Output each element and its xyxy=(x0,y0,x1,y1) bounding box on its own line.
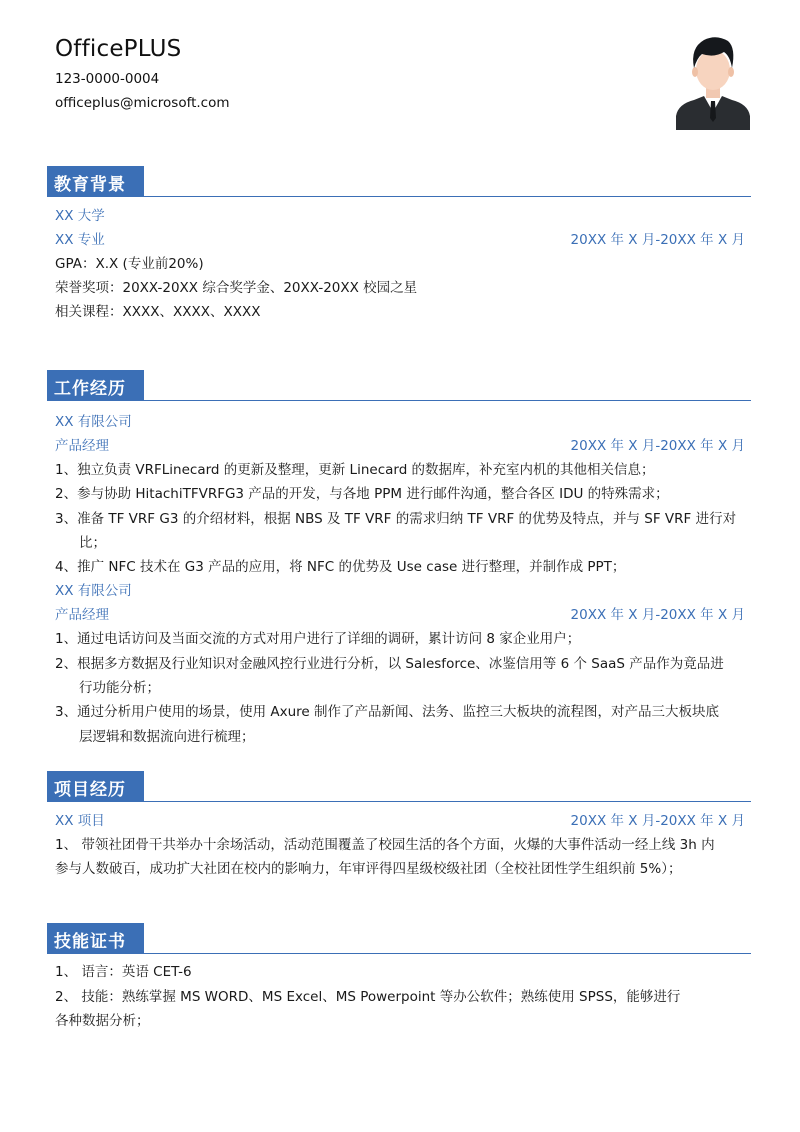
education-gpa: GPA：X.X (专业前20%) xyxy=(55,256,204,272)
education-section-header xyxy=(47,166,751,196)
job-company: XX 有限公司 xyxy=(55,583,132,599)
job-item: 2、参与协助 HitachiTFVRFG3 产品的开发，与各地 PPM 进行邮件沟通，整合各区 IDU 的特殊需求； xyxy=(55,486,669,502)
project-date: 20XX 年 X 月-20XX 年 X 月 xyxy=(570,813,745,829)
job-date: 20XX 年 X 月-20XX 年 X 月 xyxy=(570,438,745,454)
skills-section-header xyxy=(47,923,751,953)
education-major: XX 专业 xyxy=(55,232,105,248)
phone-number: 123-0000-0004 xyxy=(55,71,160,87)
job-date: 20XX 年 X 月-20XX 年 X 月 xyxy=(570,607,745,623)
work-title: 工作经历 xyxy=(54,379,126,399)
skills-title: 技能证书 xyxy=(54,932,126,952)
education-courses: 相关课程：XXXX、XXXX、XXXX xyxy=(55,304,261,320)
job-item: 1、通过电话访问及当面交流的方式对用户进行了详细的调研，累计访问 8 家企业用户； xyxy=(55,631,581,647)
section-divider xyxy=(47,400,751,401)
skill-software-continued: 各种数据分析； xyxy=(55,1013,150,1029)
job-role: 产品经理 xyxy=(55,438,109,454)
skill-language: 1、 语言：英语 CET-6 xyxy=(55,964,192,980)
section-divider xyxy=(47,196,751,197)
project-title: 项目经历 xyxy=(54,780,126,800)
job-item-continued: 行功能分析； xyxy=(79,680,160,696)
job-item: 1、独立负责 VRFLinecard 的更新及整理，更新 Linecard 的数据库，补充室内机的其他相关信息； xyxy=(55,462,655,478)
project-description-continued: 参与人数破百，成功扩大社团在校内的影响力，年审评得四星级校级社团（全校社团性学生组织前 5%）； xyxy=(55,861,682,877)
project-section-header xyxy=(47,771,751,801)
avatar-photo-icon xyxy=(676,30,750,130)
education-school: XX 大学 xyxy=(55,208,105,224)
job-item: 3、通过分析用户使用的场景，使用 Axure 制作了产品新闻、法务、监控三大板块的流程图，对产品三大板块底 xyxy=(55,704,720,720)
email-address: officeplus@microsoft.com xyxy=(55,95,230,111)
job-item-continued: 层逻辑和数据流向进行梳理； xyxy=(79,729,255,745)
job-item: 4、推广 NFC 技术在 G3 产品的应用，将 NFC 的优势及 Use case 进行整理，并制作成 PPT； xyxy=(55,559,626,575)
job-item-continued: 比； xyxy=(79,535,106,551)
job-item: 3、准备 TF VRF G3 的介绍材料，根据 NBS 及 TF VRF 的需求归纳 TF VRF 的优势及特点，并与 SF VRF 进行对 xyxy=(55,511,737,527)
education-title: 教育背景 xyxy=(54,175,126,195)
education-honors: 荣誉奖项：20XX-20XX 综合奖学金、20XX-20XX 校园之星 xyxy=(55,280,418,296)
section-divider xyxy=(47,801,751,802)
job-role: 产品经理 xyxy=(55,607,109,623)
project-description: 1、 带领社团骨干共举办十余场活动，活动范围覆盖了校园生活的各个方面，火爆的大事件活动一经上线 3h 内 xyxy=(55,837,715,853)
job-item: 2、根据多方数据及行业知识对金融风控行业进行分析，以 Salesforce、冰鉴信用等 6 个 SaaS 产品作为竟品进 xyxy=(55,656,724,672)
project-name: XX 项目 xyxy=(55,813,105,829)
skill-software: 2、 技能：熟练掌握 MS WORD、MS Excel、MS Powerpoint 等办公软件；熟练使用 SPSS，能够进行 xyxy=(55,989,681,1005)
work-section-header xyxy=(47,370,751,400)
education-date: 20XX 年 X 月-20XX 年 X 月 xyxy=(570,232,745,248)
section-divider xyxy=(47,953,751,954)
job-company: XX 有限公司 xyxy=(55,414,132,430)
candidate-name: OfficePLUS xyxy=(55,36,182,62)
